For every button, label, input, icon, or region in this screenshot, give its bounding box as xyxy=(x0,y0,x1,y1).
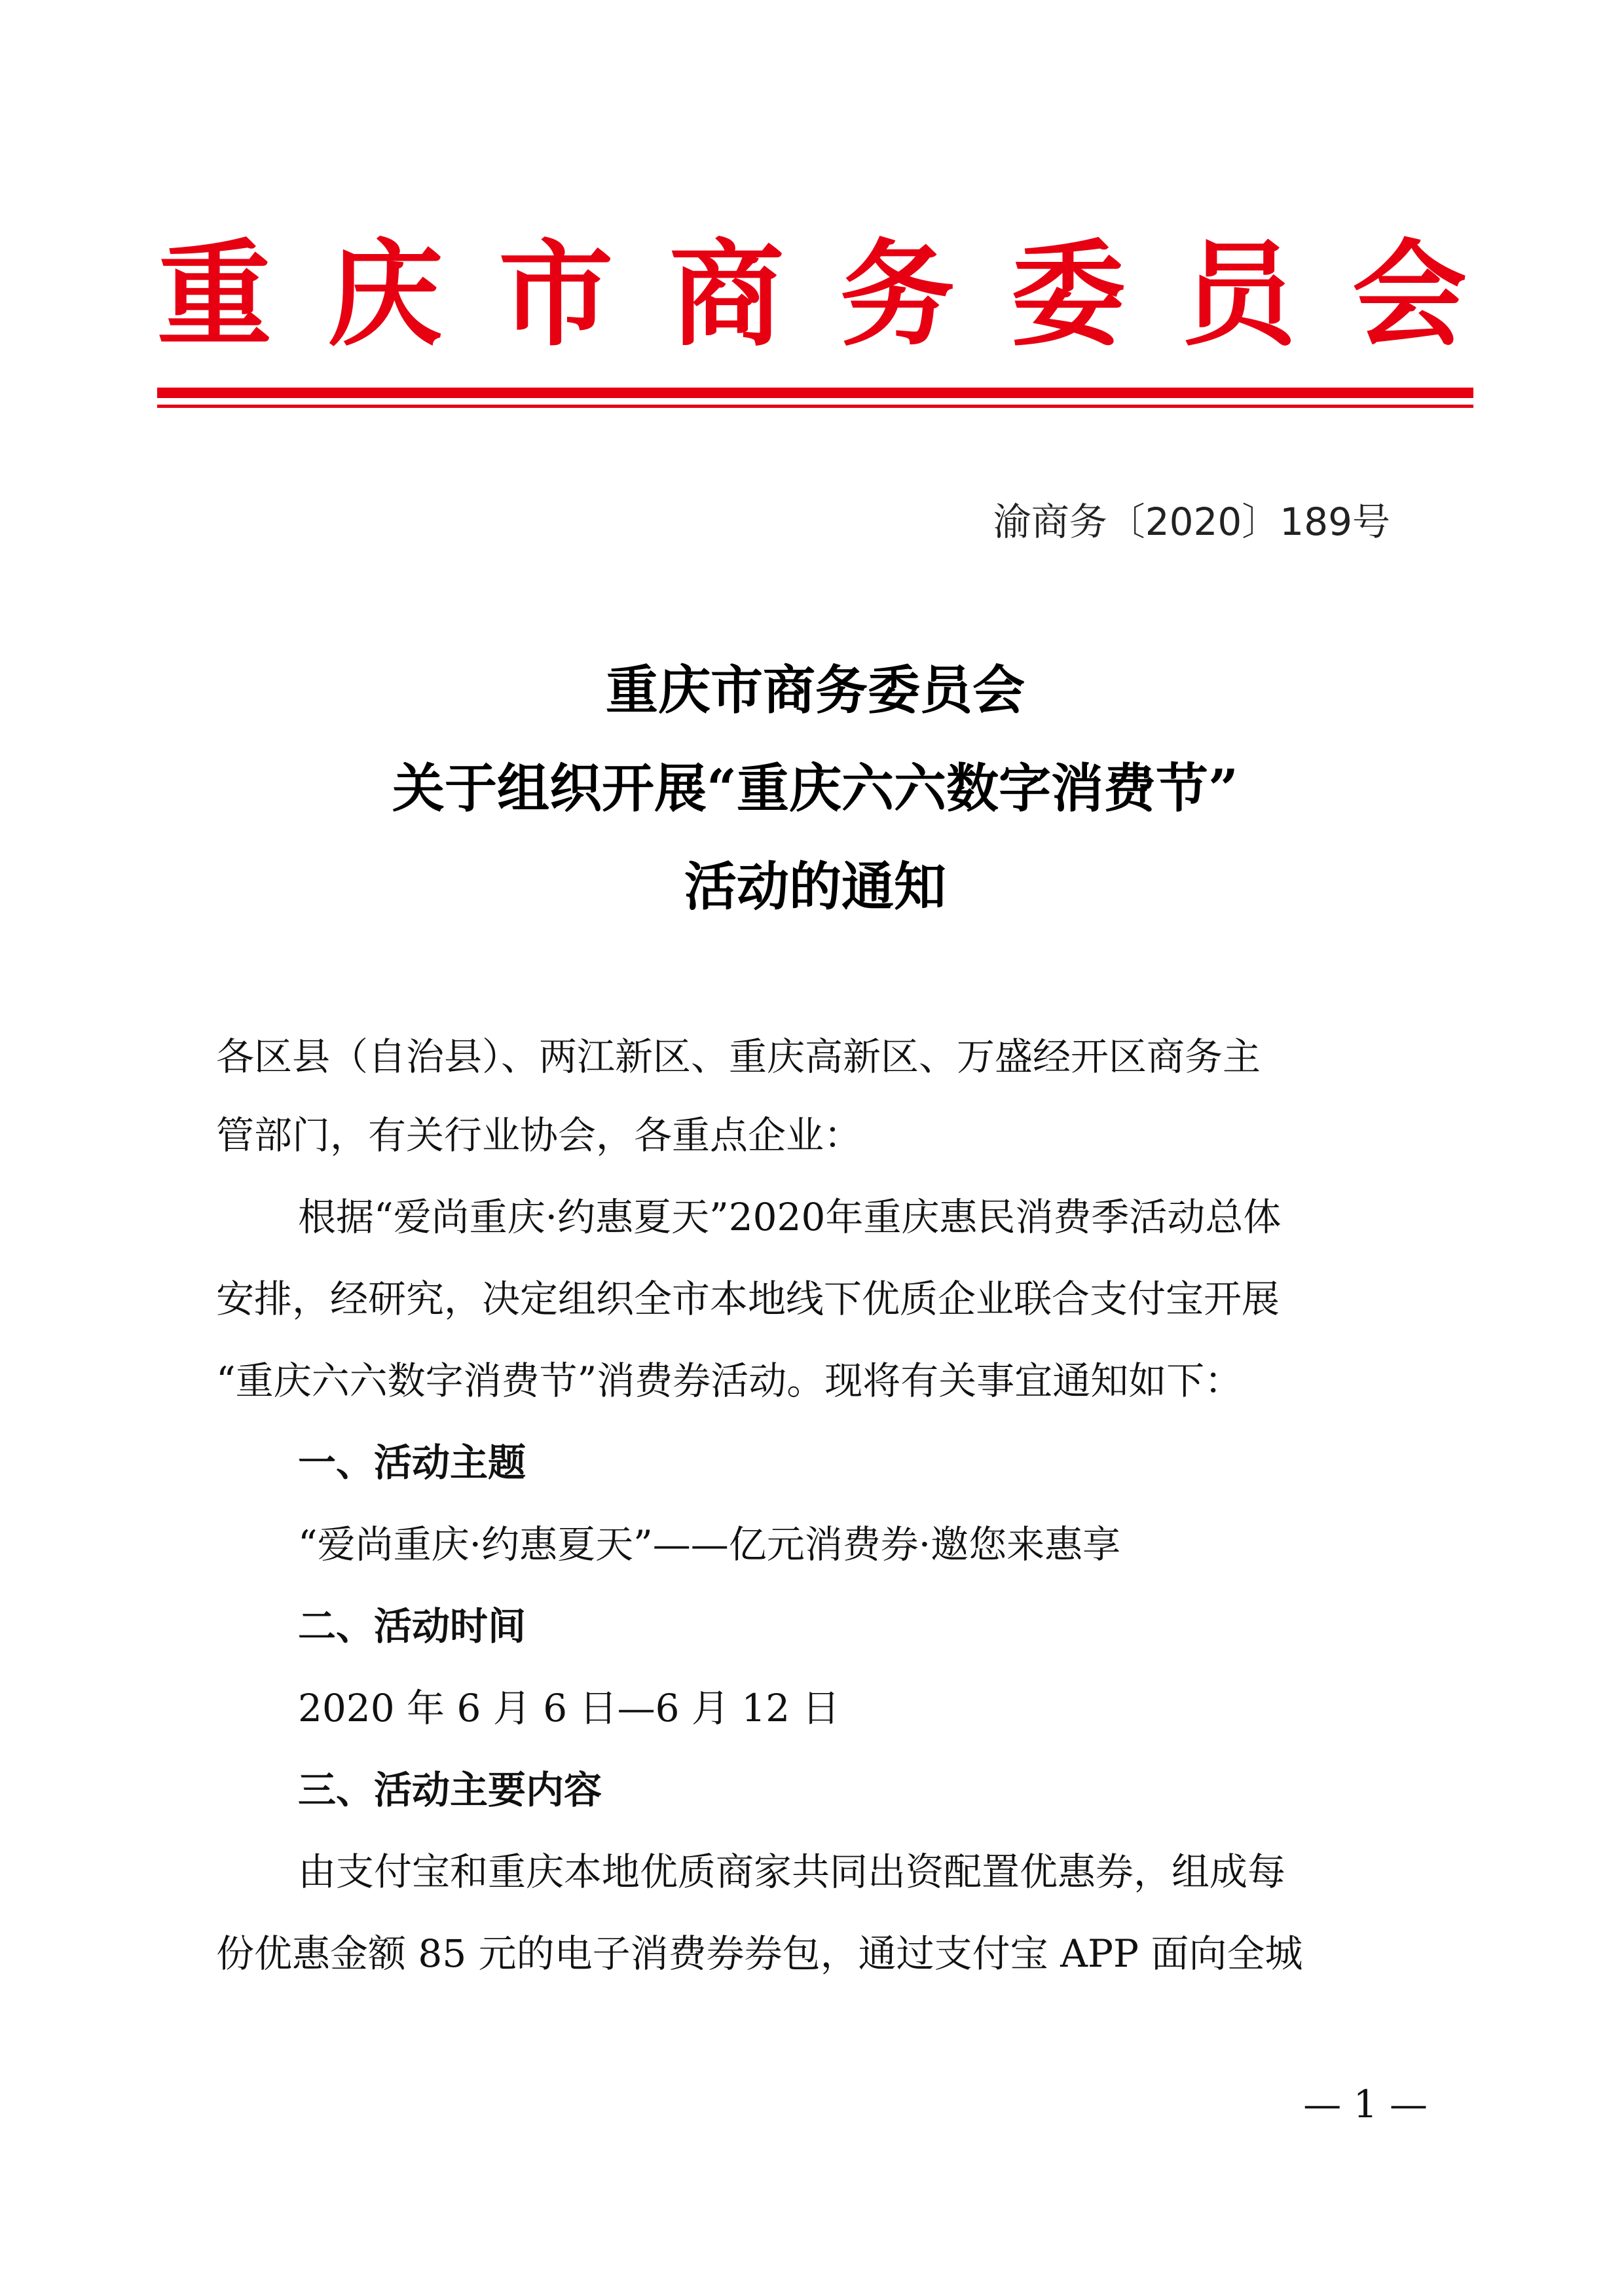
section-3-text-line-2: 份优惠金额 85 元的电子消费券券包，通过支付宝 APP 面向全城 xyxy=(216,1931,1303,1976)
masthead-divider-thin xyxy=(157,405,1473,408)
masthead-title xyxy=(157,219,1467,370)
masthead-divider-thick xyxy=(157,388,1473,398)
masthead-char: 委 xyxy=(1010,227,1126,362)
masthead-char: 庆 xyxy=(327,227,443,362)
title-line-2: 关于组织开展“重庆六六数字消费节” xyxy=(392,757,1239,819)
document-number: 渝商务〔2020〕189号 xyxy=(993,500,1390,544)
section-1-heading: 一、活动主题 xyxy=(298,1440,526,1485)
page-number: — 1 — xyxy=(1303,2082,1428,2126)
masthead-char: 重 xyxy=(157,227,272,362)
section-3-text-line-1: 由支付宝和重庆本地优质商家共同出资配置优惠券，组成每 xyxy=(298,1850,1286,1894)
masthead-char: 市 xyxy=(498,227,614,362)
section-3-heading: 三、活动主要内容 xyxy=(298,1768,602,1812)
masthead-char: 员 xyxy=(1181,227,1297,362)
title-line-3: 活动的通知 xyxy=(684,856,946,917)
intro-line-1: 根据“爱尚重庆·约惠夏天”2020年重庆惠民消费季活动总体 xyxy=(298,1195,1282,1239)
intro-line-2: 安排，经研究，决定组织全市本地线下优质企业联合支付宝开展 xyxy=(216,1277,1280,1321)
section-2-heading: 二、活动时间 xyxy=(298,1604,526,1649)
section-1-text: “爱尚重庆·约惠夏天”——亿元消费券·邀您来惠享 xyxy=(298,1522,1121,1567)
addressee-line-1: 各区县（自治县）、两江新区、重庆高新区、万盛经开区商务主 xyxy=(216,1034,1261,1079)
section-2-text: 2020 年 6 月 6 日—6 月 12 日 xyxy=(298,1686,840,1730)
masthead-char: 务 xyxy=(840,227,955,362)
masthead-char: 商 xyxy=(669,227,784,362)
intro-line-3: “重庆六六数字消费节”消费券活动。现将有关事宜通知如下： xyxy=(216,1358,1243,1403)
title-line-1: 重庆市商务委员会 xyxy=(606,659,1025,721)
addressee-line-2: 管部门，有关行业协会，各重点企业： xyxy=(216,1113,862,1157)
masthead-char: 会 xyxy=(1352,227,1467,362)
